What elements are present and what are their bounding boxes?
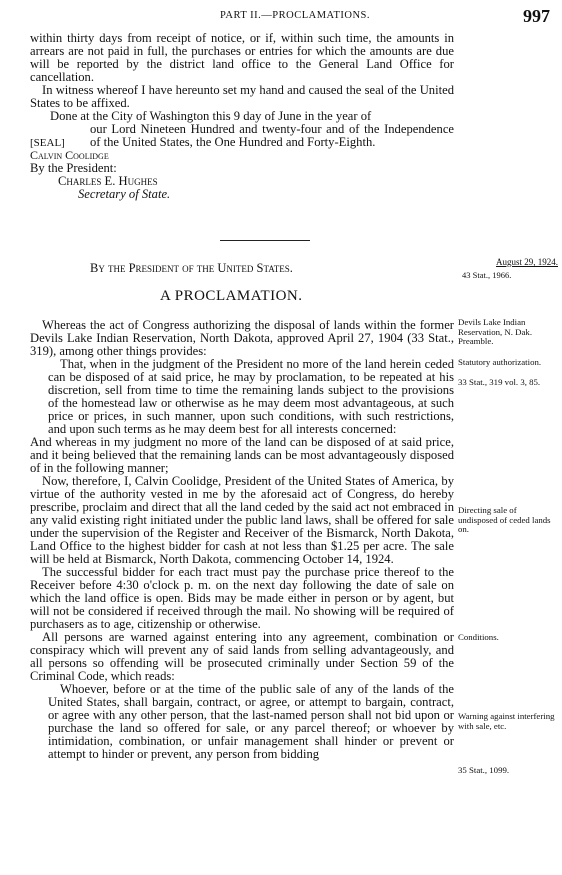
- done-at-continuation: [30, 123, 454, 149]
- now-therefore-paragraph: Now, therefore, I, Calvin Coolidge, President of the United States of America, by virtue of the authority vested in me by the aforesaid act of Congress, do hereby prescribe, proclaim and direct that all the land ceded by the said act not embraced in any valid existing right initiated under the public land laws, shall be offered for sale under the supervision of the Register and Receiver of the Bismarck, North Dakota, Land Office to the highest bidder for cash at not less than $1.25 per acre. The sale will be held at Bismarck, North Dakota, commencing October 14, 1924.: [30, 474, 454, 566]
- done-at-text: our Lord Nineteen Hundred and twenty-four and of the Independence of the United States, the One Hundred and Forty-Eighth.: [90, 122, 454, 149]
- margin-date: August 29, 1924.: [495, 257, 558, 267]
- page-number: 997: [523, 6, 550, 26]
- margin-note-directing-sale: Directing sale of undisposed of ceded lands on.: [458, 505, 551, 534]
- proclamation-heading: A PROCLAMATION.: [160, 288, 303, 304]
- criminal-code-quote: Whoever, before or at the time of the public sale of any of the lands of the United States, shall bargain, contract, or agree, or attempt to bargain, contract, or agree with any other person, that the last-named person shall not bid upon or purchase the land so offered for sale, or any parcel thereof; or whoever by intimidation, combination, or unfair management shall hinder or prevent or attempt to hinder or prevent, any person from bidding: [48, 682, 454, 761]
- page-header: [0, 6, 562, 24]
- margin-note-preamble: Devils Lake Indian Reservation, N. Dak. Preamble.: [458, 317, 533, 346]
- conditions-paragraph: The successful bidder for each tract must pay the purchase price thereof to the Receiver before 4:30 o'clock p. m. on the next day following the date of sale on which the land office is open. Bids may be made either in person or by agent, but will not be considered if received through the mail. No showing will be required of purchasers as to age, citizenship or otherwise.: [30, 565, 454, 631]
- witness-paragraph: In witness whereof I have hereunto set my hand and caused the seal of the United States to be affixed.: [30, 83, 454, 110]
- warning-paragraph: All persons are warned against entering into any agreement, combination or conspiracy which will prevent any of said lands from selling advantageously, and all persons so offending will be prosecuted criminally under Section 59 of the Criminal Code, which reads:: [30, 630, 454, 683]
- section-divider: [220, 240, 310, 241]
- done-at-line: Done at the City of Washington this 9 day of June in the year of: [50, 109, 372, 123]
- margin-note-citation: 33 Stat., 319 vol. 3, 85.: [458, 377, 541, 387]
- top-section: [30, 32, 454, 201]
- margin-stat: 43 Stat., 1966.: [462, 270, 512, 280]
- secretary-name: Charles E. Hughes: [58, 174, 158, 188]
- and-whereas-paragraph: And whereas in my judgment no more of the land can be disposed of at said price, and it being believed that the remaining lands can be most advantageously disposed of in the following manner;: [30, 435, 454, 475]
- by-the-president: By the President:: [30, 161, 117, 175]
- margin-note-warning: Warning against interfering with sale, etc.: [458, 711, 555, 731]
- proclamation-body: [30, 319, 454, 761]
- by-the-president-heading: By the President of the United States.: [90, 261, 293, 275]
- running-title: PART II.—PROCLAMATIONS.: [219, 10, 371, 21]
- secretary-title: Secretary of State.: [78, 187, 171, 201]
- continuation-paragraph: within thirty days from receipt of notice, or if, within such time, the amounts in arrears are not paid in full, the purchases or entries for which the amounts are due will be reported by the district land office to the General Land Office for cancellation.: [30, 31, 454, 84]
- seal-marker: [SEAL]: [30, 137, 65, 149]
- margin-note-criminal-code: 35 Stat., 1099.: [458, 765, 510, 775]
- whereas-paragraph: Whereas the act of Congress authorizing the disposal of lands within the former Devils Lake Indian Reservation, North Dakota, approved April 27, 1904 (33 Stat., 319), among other things provides:: [30, 318, 454, 358]
- statute-quote: That, when in the judgment of the President no more of the land herein ceded can be disposed of at said price, he may by proclamation, to be repeated at his discretion, sell from time to time the remaining lands subject to the provisions of the homestead law or otherwise as he may deem most advantageous, at such price or prices, in such manner, upon such conditions, with such restrictions, and upon such terms as he may deem best for all interests concerned:: [48, 357, 454, 436]
- signature: Calvin Coolidge: [30, 148, 109, 162]
- margin-note-authorization: Statutory authorization.: [458, 357, 542, 367]
- margin-note-conditions: Conditions.: [458, 632, 499, 642]
